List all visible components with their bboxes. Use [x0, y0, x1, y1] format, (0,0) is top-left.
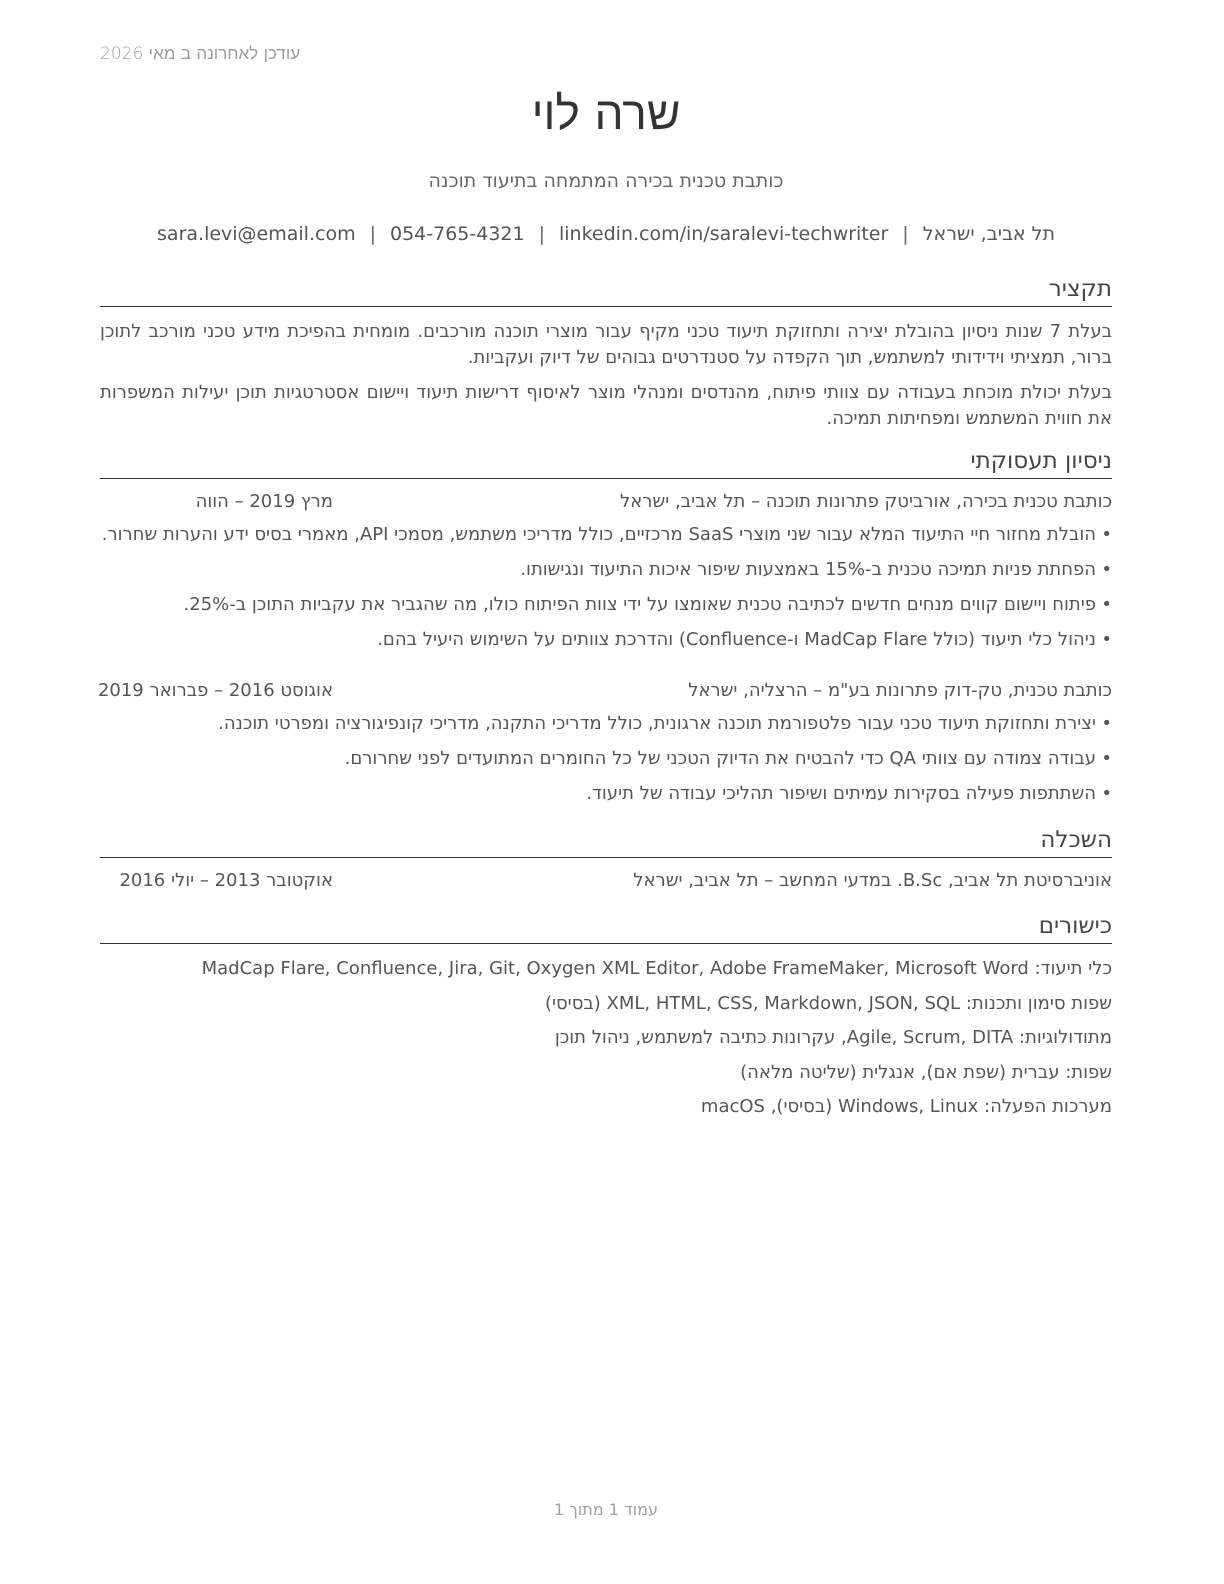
job-role: כותבת טכנית, טק-דוק פתרונות בע"מ – הרצליה, ישראל: [688, 680, 1112, 701]
section-heading-skills: כישורים: [100, 911, 1112, 944]
job-header: [97, 680, 1112, 706]
education-row: [100, 870, 1112, 896]
job-dates: אוגוסט 2016 – פברואר 2019: [97, 680, 333, 701]
bullet-dot-icon: •: [1101, 629, 1112, 650]
candidate-title: כותבת טכנית בכירה המתמחה בתיעוד תוכנה: [428, 170, 784, 192]
contact-line: [100, 223, 1112, 245]
bullet-text: עבודה צמודה עם צוותי QA כדי להבטיח את הדיוק הטכני של כל החומרים המתועדים לפני שחרורם.: [344, 748, 1096, 769]
summary-paragraph: בעלת 7 שנות ניסיון בהובלת יצירה ותחזוקת תיעוד טכני מקיף עבור מוצרי תוכנה מורכבים. מומחית בהפיכת מידע טכני מורכב לתוכן ברור, תמציתי וידידותי למשתמש, תוך הקפדה על סטנדרטים גבוהים של דיוק ועקביות.: [100, 321, 1112, 368]
bullet-dot-icon: •: [1101, 748, 1112, 769]
bullet-dot-icon: •: [1101, 559, 1112, 580]
section-heading-education: השכלה: [100, 825, 1112, 858]
bullet-text: פיתוח ויישום קווים מנחים חדשים לכתיבה טכנית שאומצו על ידי צוות הפיתוח כולו, מה שהגביר את עקביות התוכן ב-25%.: [183, 594, 1096, 615]
education-degree: אוניברסיטת תל אביב, B.Sc. במדעי המחשב – תל אביב, ישראל: [633, 870, 1112, 891]
job-role: כותבת טכנית בכירה, אורביטק פתרונות תוכנה – תל אביב, ישראל: [620, 491, 1112, 512]
contact-separator: |: [369, 223, 376, 245]
job-header: [100, 491, 1112, 517]
bullet-text: הובלת מחזור חיי התיעוד המלא עבור שני מוצרי SaaS מרכזיים, כולל מדריכי משתמש, מסמכי API, מאמרי בסיס ידע והערות שחרור.: [101, 524, 1096, 545]
contact-location: תל אביב, ישראל: [922, 223, 1055, 245]
contact-separator: |: [538, 223, 545, 245]
contact-email[interactable]: sara.levi@email.com: [157, 223, 356, 245]
job-dates: מרץ 2019 – הווה: [195, 491, 333, 512]
resume-page: [97, 0, 1112, 1584]
bullet-text: ניהול כלי תיעוד (כולל MadCap Flare ו-Confluence) והדרכת צוותים על השימוש היעיל בהם.: [377, 629, 1096, 650]
skill-line: שפות: עברית (שפת אם), אנגלית (שליטה מלאה): [740, 1062, 1112, 1083]
bullet-text: הפחתת פניות תמיכה טכנית ב-15% באמצעות שיפור איכות התיעוד ונגישותו.: [520, 559, 1096, 580]
bullet-dot-icon: •: [1101, 524, 1112, 545]
page-number-footer: עמוד 1 מתוך 1: [554, 1500, 658, 1519]
candidate-name: שרה לוי: [531, 86, 681, 140]
education-dates: אוקטובר 2013 – יולי 2016: [119, 870, 333, 891]
skill-line: שפות סימון ותכנות: XML, HTML, CSS, Markdown, JSON, SQL (בסיסי): [544, 993, 1112, 1014]
bullet-text: השתתפות פעילה בסקירות עמיתים ושיפור תהליכי עבודה של תיעוד.: [586, 783, 1096, 804]
contact-separator: |: [902, 223, 909, 245]
contact-linkedin[interactable]: linkedin.com/in/saralevi-techwriter: [559, 223, 889, 245]
bullet-dot-icon: •: [1101, 783, 1112, 804]
bullet-dot-icon: •: [1101, 713, 1112, 734]
section-heading-summary: תקציר: [100, 274, 1112, 307]
skill-line: כלי תיעוד: MadCap Flare, Confluence, Jira, Git, Oxygen XML Editor, Adobe FrameMaker, Microsoft Word: [201, 958, 1112, 979]
last-updated-note: עודכן לאחרונה ב מאי 2026: [100, 44, 301, 64]
bullet-text: יצירת ותחזוקת תיעוד טכני עבור פלטפורמת תוכנה ארגונית, כולל מדריכי התקנה, מדריכי קונפיגורציה ומפרטי תוכנה.: [218, 713, 1096, 734]
contact-phone[interactable]: 054-765-4321: [389, 223, 525, 245]
skill-line: מערכות הפעלה: Windows, Linux (בסיסי), macOS: [700, 1096, 1112, 1117]
section-heading-experience: ניסיון תעסוקתי: [100, 446, 1112, 479]
bullet-dot-icon: •: [1101, 594, 1112, 615]
summary-paragraph: בעלת יכולת מוכחת בעבודה עם צוותי פיתוח, מהנדסים ומנהלי מוצר לאיסוף דרישות תיעוד ויישום אסטרטגיות תוכן יעילות המשפרות את חווית המשתמש ומפחיתות תמיכה.: [100, 382, 1112, 429]
skill-line: מתודולוגיות: Agile, Scrum, DITA, עקרונות כתיבה למשתמש, ניהול תוכן: [554, 1027, 1112, 1048]
